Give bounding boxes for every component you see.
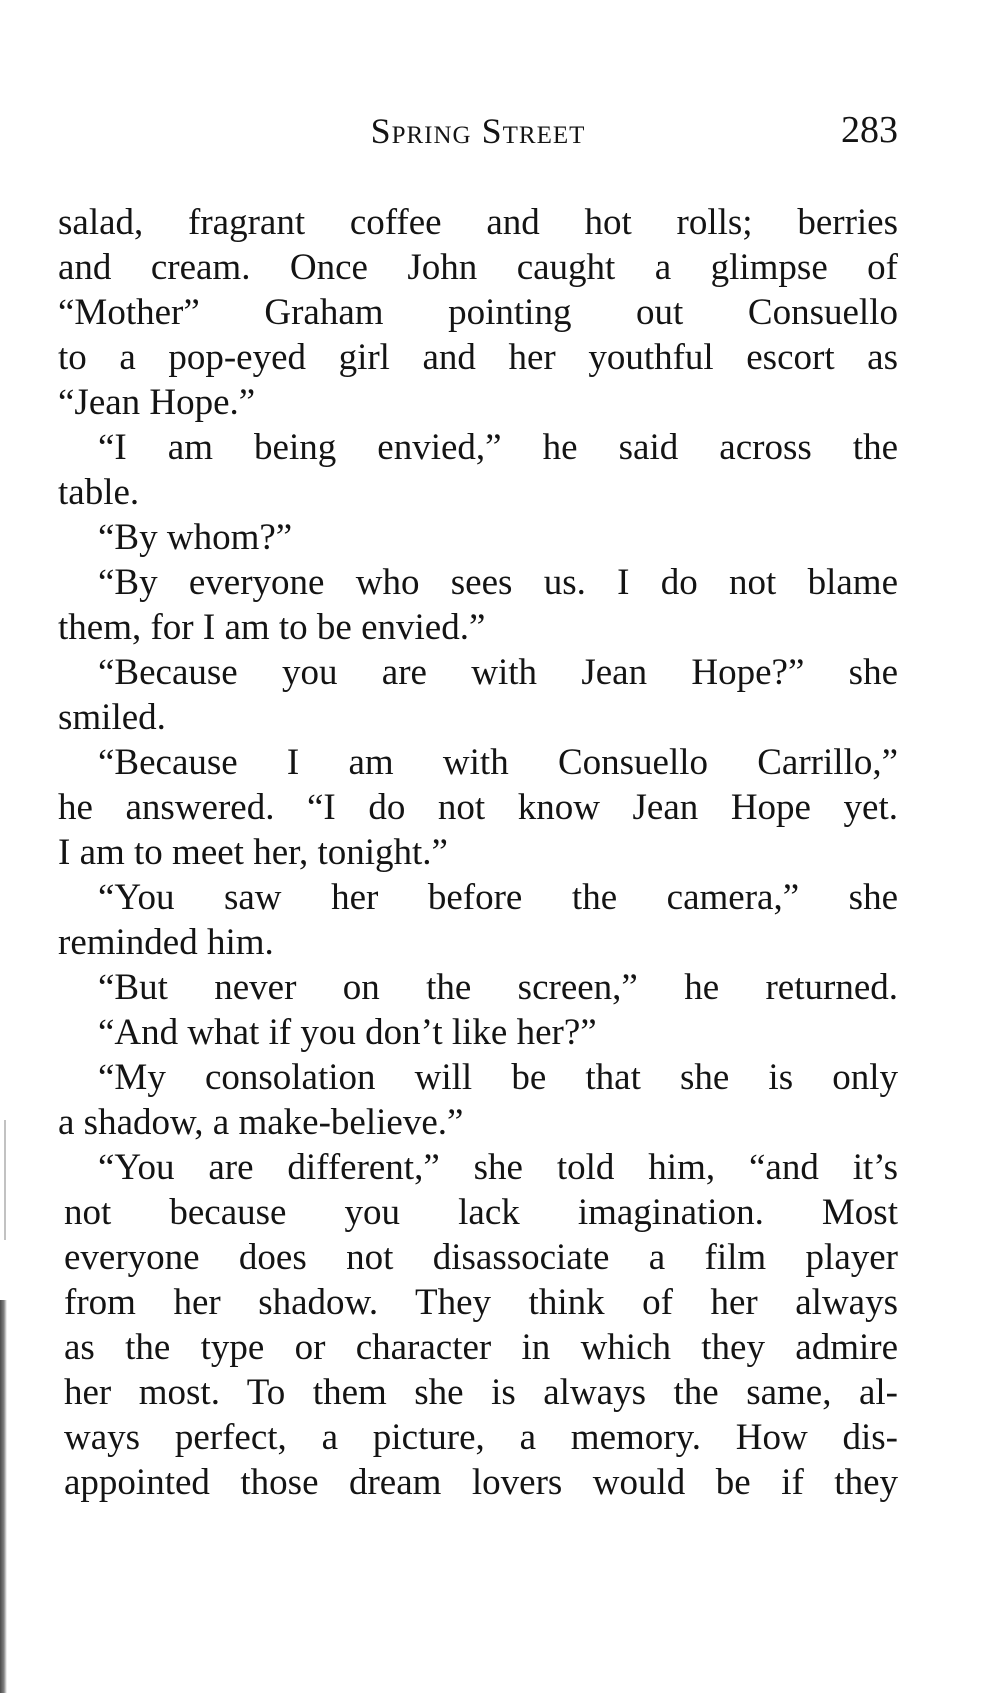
text-line: ways perfect, a picture, a memory. How dis- [64, 1417, 898, 1458]
text-line: from her shadow. They think of her always [64, 1282, 898, 1323]
text-line: “Because I am with Consuello Carrillo,” [98, 742, 898, 783]
running-title: Spring Street [370, 111, 586, 151]
text-line: smiled. [58, 697, 166, 738]
text-line: salad, fragrant coffee and hot rolls; berries [58, 202, 898, 243]
text-line: her most. To them she is always the same, al- [64, 1372, 898, 1413]
text-line: table. [58, 472, 140, 513]
text-line: as the type or character in which they admire [64, 1327, 898, 1368]
text-line: “But never on the screen,” he returned. [98, 967, 898, 1008]
text-line: a shadow, a make-believe.” [58, 1102, 464, 1143]
text-line: “And what if you don’t like her?” [98, 1012, 597, 1053]
text-line: reminded him. [58, 922, 274, 963]
text-line: “I am being envied,” he said across the [98, 427, 898, 468]
body-text [58, 200, 898, 1505]
text-line: to a pop-eyed girl and her youthful escort as [58, 337, 898, 378]
page-number: 283 [841, 109, 898, 151]
scan-edge-mark [4, 1120, 6, 1240]
text-line: and cream. Once John caught a glimpse of [58, 247, 898, 288]
text-line: everyone does not disassociate a film player [64, 1237, 898, 1278]
text-line: not because you lack imagination. Most [64, 1192, 898, 1233]
text-line: “By whom?” [98, 517, 293, 558]
text-line: “Mother” Graham pointing out Consuello [58, 292, 898, 333]
text-line: “You are different,” she told him, “and it’s [98, 1147, 898, 1188]
text-line: “By everyone who sees us. I do not blame [98, 562, 898, 603]
text-line: “My consolation will be that she is only [98, 1057, 898, 1098]
text-line: he answered. “I do not know Jean Hope yet. [58, 787, 898, 828]
text-line: them, for I am to be envied.” [58, 607, 486, 648]
text-line: “Because you are with Jean Hope?” she [98, 652, 898, 693]
scan-edge-shadow [0, 1300, 7, 1693]
text-line: “You saw her before the camera,” she [98, 877, 898, 918]
text-line: “Jean Hope.” [58, 382, 256, 423]
page-header [58, 110, 898, 170]
text-line: appointed those dream lovers would be if they [64, 1462, 898, 1503]
text-line: I am to meet her, tonight.” [58, 832, 448, 873]
